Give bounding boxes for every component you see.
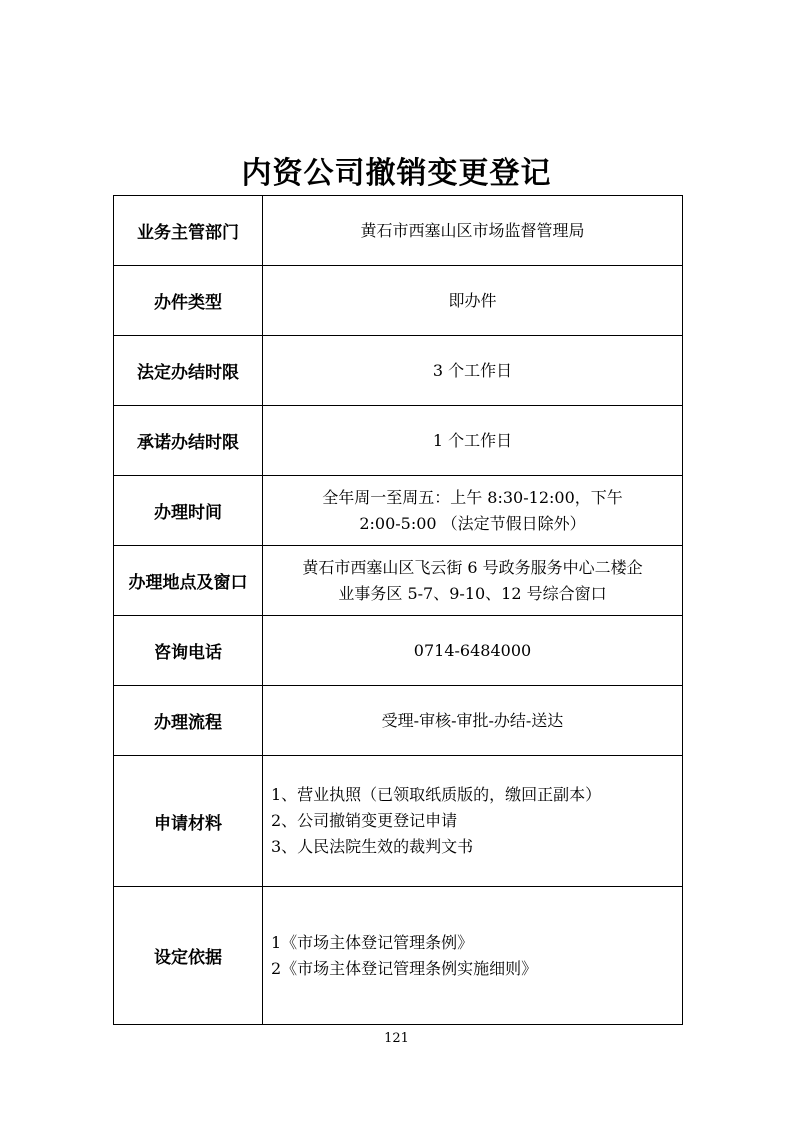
page-number: 121 (384, 1031, 409, 1046)
row-label-department: 业务主管部门 (114, 196, 263, 266)
row-label-location: 办理地点及窗口 (114, 546, 263, 616)
row-value-location (263, 546, 683, 616)
table-row (114, 406, 683, 476)
hours-line: 全年周一至周五：上午 8:30-12:00，下午 (322, 487, 623, 507)
material-item: 1、营业执照（已领取纸质版的，缴回正副本） (271, 785, 602, 804)
table-row (114, 476, 683, 546)
table-row (114, 196, 683, 266)
row-value-basis (263, 887, 683, 1025)
table-row (114, 266, 683, 336)
material-item: 3、人民法院生效的裁判文书 (271, 837, 474, 856)
row-value-promised-limit: 1 个工作日 (263, 406, 683, 476)
location-line: 业事务区 5-7、9-10、12 号综合窗口 (338, 583, 607, 603)
row-value-phone: 0714-6484000 (263, 616, 683, 686)
row-label-process: 办理流程 (114, 686, 263, 756)
row-label-materials: 申请材料 (114, 756, 263, 887)
basis-item: 2《市场主体登记管理条例实施细则》 (271, 958, 538, 978)
document-title: 内资公司撤销变更登记 (241, 156, 552, 191)
row-value-process: 受理-审核-审批-办结-送达 (263, 686, 683, 756)
hours-line: 2:00-5:00 （法定节假日除外） (359, 513, 586, 533)
row-value-materials (263, 756, 683, 887)
material-item: 2、公司撤销变更登记申请 (271, 811, 458, 830)
row-label-legal-limit: 法定办结时限 (114, 336, 263, 406)
row-value-department: 黄石市西塞山区市场监督管理局 (263, 196, 683, 266)
info-table (113, 195, 683, 1025)
row-label-hours: 办理时间 (114, 476, 263, 546)
row-label-phone: 咨询电话 (114, 616, 263, 686)
row-label-promised-limit: 承诺办结时限 (114, 406, 263, 476)
table-row (114, 686, 683, 756)
row-label-basis: 设定依据 (114, 887, 263, 1025)
table-row (114, 336, 683, 406)
table-row (114, 546, 683, 616)
location-line: 黄石市西塞山区飞云街 6 号政务服务中心二楼企 (302, 557, 643, 577)
table-row (114, 616, 683, 686)
table-row (114, 887, 683, 1025)
row-value-legal-limit: 3 个工作日 (263, 336, 683, 406)
table-row (114, 756, 683, 887)
row-value-type: 即办件 (263, 266, 683, 336)
basis-item: 1《市场主体登记管理条例》 (271, 932, 474, 952)
row-value-hours (263, 476, 683, 546)
row-label-type: 办件类型 (114, 266, 263, 336)
